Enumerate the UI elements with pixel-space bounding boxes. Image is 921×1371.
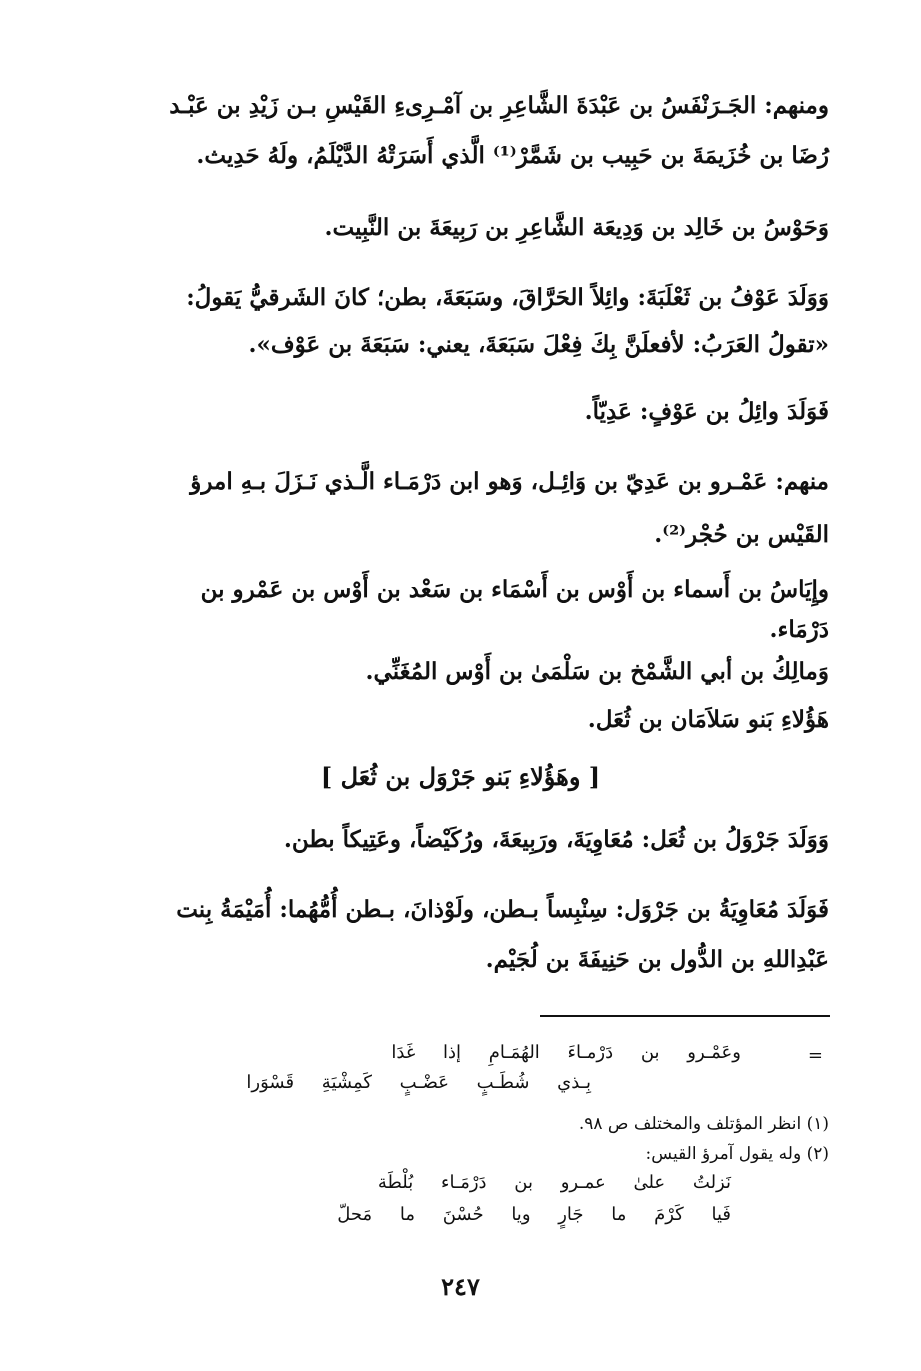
- continuation-marker: =: [807, 1045, 823, 1066]
- page-number: ٢٤٧: [441, 1272, 480, 1301]
- text-line-5: «تقولُ العَرَبُ: لأفعلَنَّ بِكَ فِعْلَ سَبَعَةَ، يعني: سَبَعَةَ بن عَوْف».: [248, 331, 829, 358]
- continued-verse-line-2: بِـذي شُطَـبٍ عَضْـبٍ كَمِشْيَةِ قَسْوَرا: [246, 1072, 591, 1093]
- text-line-15: عَبْدِاللهِ بن الدُّول بن حَنِيفَةَ بن لُجَيْم.: [485, 946, 829, 973]
- text-line-11: وَمالِكُ بن أبي الشَّمْخ بن سَلْمَىٰ بن أَوْس المُغَنِّي.: [365, 658, 829, 685]
- text-line-7: منهم: عَمْـرو بن عَدِيّ بن وَائِـل، وَهو ابن دَرْمَـاء الَّـذي نَـزَلَ بـهِ امرؤ: [190, 468, 829, 495]
- footnote-2: (٢) وله يقول آمرؤ القيس:: [645, 1144, 829, 1164]
- section-heading: [ وهَؤُلاءِ بَنو جَرْوَل بن ثُعَل ]: [320, 762, 601, 791]
- text-line-13: وَوَلَدَ جَرْوَلُ بن ثُعَل: مُعَاوِيَةَ، ورَبِيعَةَ، ورُكَيْضاً، وعَتِيكاً بطن.: [283, 826, 829, 853]
- text-line-8: القَيْس بن حُجْر⁽²⁾.: [654, 521, 829, 548]
- text-line-9: وإِيَاسُ بن أَسماء بن أَوْس بن أَسْمَاء بن سَعْد بن أَوْس بن عَمْرو بن: [200, 576, 829, 603]
- text-line-10: دَرْمَاء.: [769, 616, 829, 643]
- text-line-1: ومنهم: الجَـرَنْفَسُ بن عَبْدَةَ الشَّاعِرِ بن آمْـرِىءِ القَيْسِ بـن زَيْدِ بن عَبْـد: [169, 92, 829, 119]
- continued-verse-line-1: وعَمْـرو بن دَرْمـاءَ الهُمَـامِ إذا غَدَا: [391, 1042, 741, 1063]
- text-line-6: فَوَلَدَ وائِلُ بن عَوْفٍ: عَدِيّاً.: [584, 398, 829, 425]
- footnote-1: (١) انظر المؤتلف والمختلف ص ٩٨.: [578, 1114, 829, 1134]
- text-line-2: رُضَا بن خُزَيمَةَ بن حَبِيب بن شَمَّرْ⁽¹⁾ الَّذي أَسَرَتْهُ الدَّيْلَمُ، ولَهُ حَدِيث.: [196, 142, 829, 169]
- text-line-3: وَحَوْسُ بن خَالِد بن وَدِيعَة الشَّاعِرِ بن رَبِيعَةَ بن النَّبِيت.: [324, 214, 829, 241]
- footnote-divider: [540, 1015, 830, 1017]
- text-line-4: وَوَلَدَ عَوْفُ بن ثَعْلَبَةَ: وائِلاً الحَرَّاقَ، وسَبَعَةَ، بطن؛ كانَ الشَرقيُّ يَقولُ:: [186, 284, 829, 311]
- footnote-verse-line-2: فَيا كَرْمَ ما جَارٍ ويا حُسْنَ ما مَحلّ: [337, 1204, 731, 1225]
- text-line-12: هَؤُلاءِ بَنو سَلاَمَان بن ثُعَل.: [587, 706, 829, 733]
- footnote-verse-line-1: نَزلتُ علىٰ عمـرو بن دَرْمَـاء بُلْطَة: [377, 1172, 731, 1193]
- text-line-14: فَوَلَدَ مُعَاوِيَةُ بن جَرْوَل: سِنْبِساً بـطن، ولَوْذانَ، بـطن أُمُّهُما: أُمَيْمَةُ بِنت: [176, 896, 829, 923]
